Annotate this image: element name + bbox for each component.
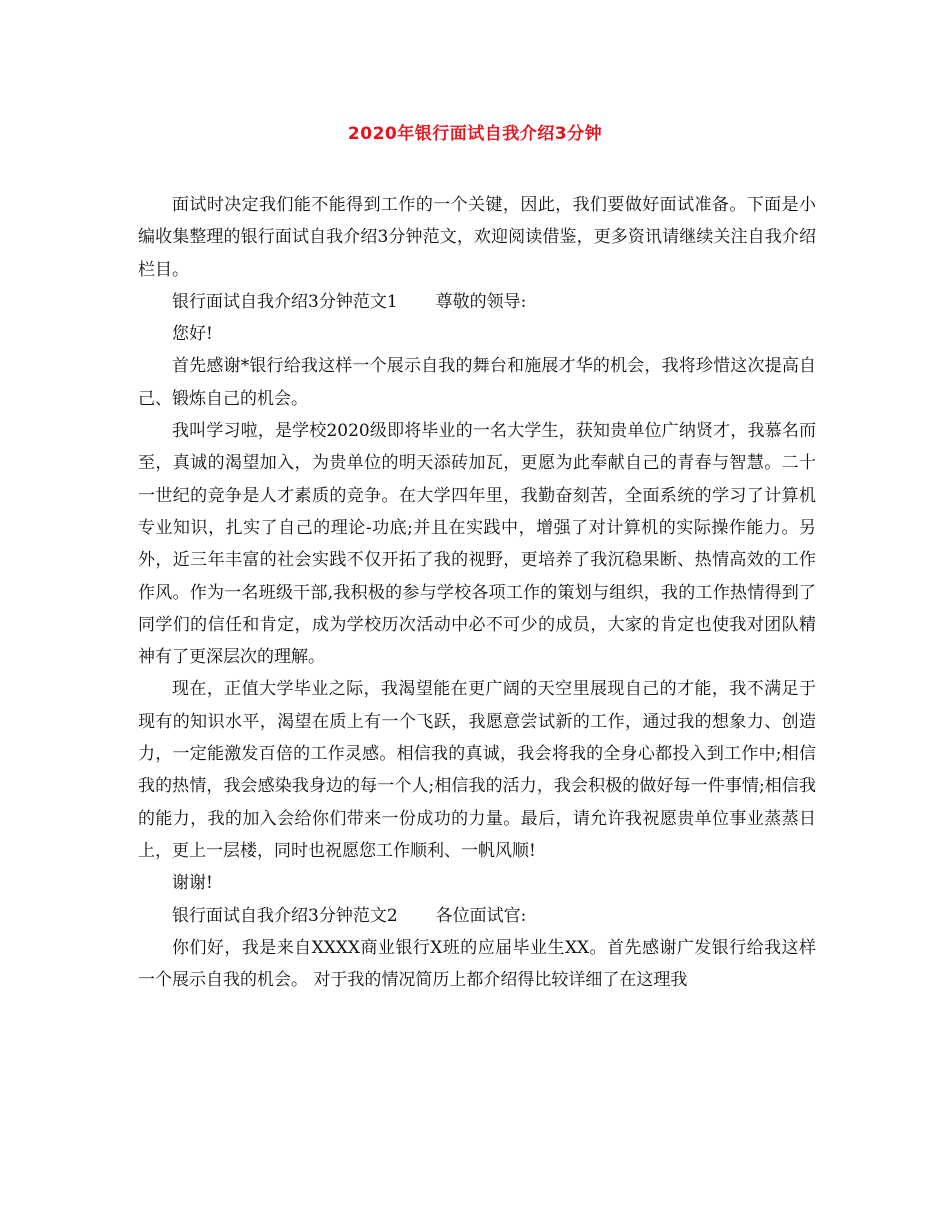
document-title: 2020年银行面试自我介绍3分钟 (347, 124, 603, 144)
sample2-heading: 银行面试自我介绍3分钟范文2 (172, 905, 398, 926)
sample1-heading: 银行面试自我介绍3分钟范文1 (172, 291, 398, 312)
sample2-paragraph: 你们好，我是来自XXXX商业银行X班的应届毕业生XX。首先感谢广发银行给我这样一个展示自我的机会。 对于我的情况简历上都介绍得比较详细了在这理我 (138, 937, 816, 991)
sample2-heading-line (138, 900, 816, 932)
thanks-line: 谢谢! (172, 873, 213, 894)
document-body (138, 189, 816, 996)
greeting: 您好! (172, 324, 213, 345)
sample1-heading-line (138, 286, 816, 318)
sample1-salutation: 尊敬的领导: (435, 291, 527, 312)
thanks-bank-paragraph: 首先感谢*银行给我这样一个展示自我的舞台和施展才华的机会，我将珍惜这次提高自己、锻炼自己的机会。 (138, 356, 816, 409)
self-intro-paragraph: 我叫学习啦，是学校2020级即将毕业的一名大学生，获知贵单位广纳贤才，我慕名而至，真诚的渴望加入，为贵单位的明天添砖加瓦，更愿为此奉献自己的青春与智慧。二十一世纪的竞争是人才素质的竞争。在大学四年里，我勤奋刻苦，全面系统的学习了计算机专业知识，扎实了自己的理论-功底;并且在实践中，增强了对计算机的实际操作能力。另外，近三年丰富的社会实践不仅开拓了我的视野，更培养了我沉稳果断、热情高效的工作作风。作为一名班级干部,我积极的参与学校各项工作的策划与组织，我的工作热情得到了同学们的信任和肯定，成为学校历次活动中必不可少的成员，大家的肯定也使我对团队精神有了更深层次的理解。 (138, 421, 816, 668)
intro-paragraph: 面试时决定我们能不能得到工作的一个关键，因此，我们要做好面试准备。下面是小编收集整理的银行面试自我介绍3分钟范文，欢迎阅读借鉴，更多资讯请继续关注自我介绍栏目。 (138, 195, 816, 280)
aspiration-paragraph: 现在，正值大学毕业之际，我渴望能在更广阔的天空里展现自己的才能，我不满足于现有的知识水平，渴望在质上有一个飞跃，我愿意尝试新的工作，通过我的想象力、创造力，一定能激发百倍的工作灵感。相信我的真诚，我会将我的全身心都投入到工作中;相信我的热情，我会感染我身边的每一个人;相信我的活力，我会积极的做好每一件事情;相信我的能力，我的加入会给你们带来一份成功的力量。最后，请允许我祝愿贵单位事业蒸蒸日上，更上一层楼，同时也祝愿您工作顺利、一帆风顺! (138, 679, 816, 861)
sample2-salutation: 各位面试官: (435, 905, 527, 926)
